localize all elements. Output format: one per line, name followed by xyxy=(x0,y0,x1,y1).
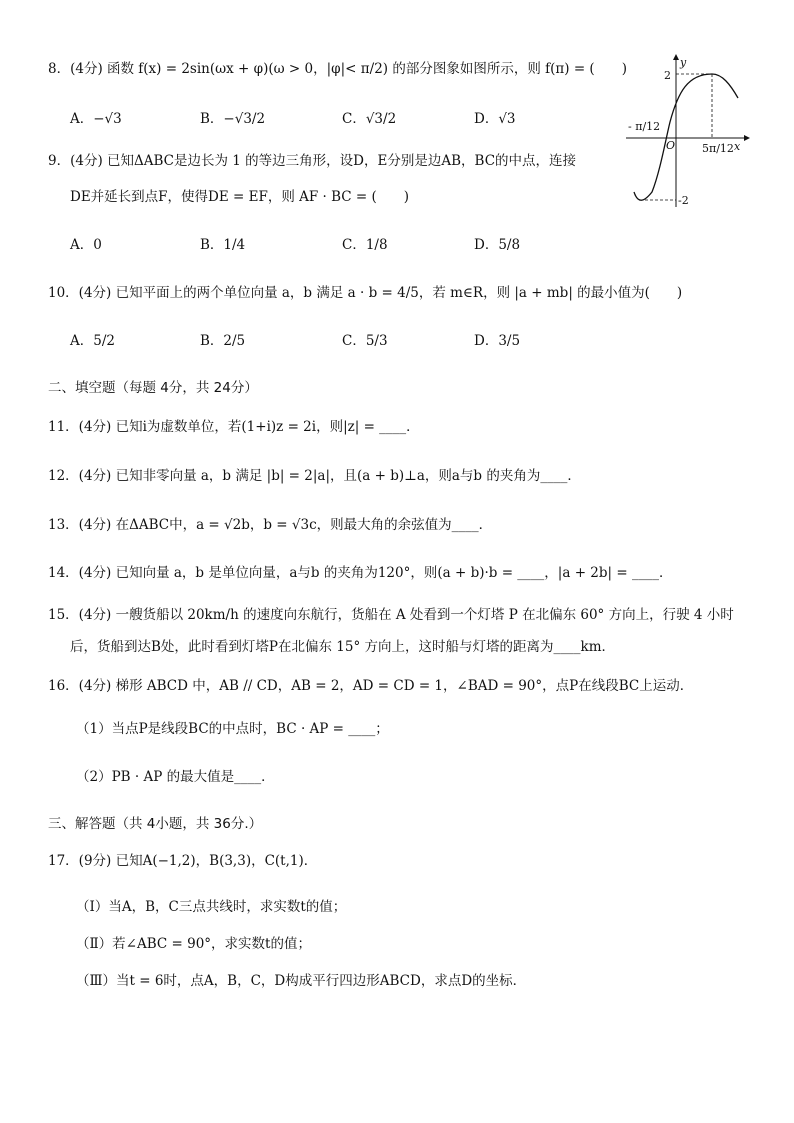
x-axis-label: x xyxy=(734,140,741,153)
q10-option-a: A．5/2 xyxy=(70,333,115,349)
question-16: 16．(4分) 梯形 ABCD 中，AB // CD，AB = 2，AD = CD = 1，∠BAD = 90°，点P在线段BC上运动． xyxy=(48,678,694,694)
question-16-part-1: （1）当点P是线段BC的中点时，BC · AP = ____； xyxy=(76,721,389,737)
q9-option-b: B．1/4 xyxy=(200,237,246,253)
question-11: 11．(4分) 已知i为虚数单位，若(1+i)z = 2i，则|z| = ____． xyxy=(48,419,420,435)
sine-curve xyxy=(634,74,738,200)
question-8-stem: 8．(4分) 函数 f(x) = 2sin(ωx + φ)(ω > 0，|φ|< π/2) 的部分图象如图所示，则 f(π) = ( ) xyxy=(48,61,627,77)
question-10-stem: 10．(4分) 已知平面上的两个单位向量 a，b 满足 a · b = 4/5，若 m∈R，则 |a + mb| 的最小值为( ) xyxy=(48,285,683,301)
question-13: 13．(4分) 在ΔABC中，a = √2b，b = √3c，则最大角的余弦值为____． xyxy=(48,517,493,533)
q10-option-c: C．5/3 xyxy=(342,333,388,349)
x-axis-arrow-icon xyxy=(744,135,750,141)
q9-option-c: C．1/8 xyxy=(342,237,388,253)
q8-option-d: D．√3 xyxy=(474,111,516,127)
q9-option-a: A．0 xyxy=(70,237,102,253)
q8-option-b: B．−√3/2 xyxy=(200,111,266,127)
y-axis-label: y xyxy=(680,56,687,69)
question-17-part-2: （Ⅱ）若∠ABC = 90°，求实数t的值； xyxy=(76,936,311,952)
question-15-line1: 15．(4分) 一艘货船以 20km/h 的速度向东航行，货船在 A 处看到一个灯塔 P 在北偏东 60° 方向上，行驶 4 小时 xyxy=(48,607,734,623)
y-max-label: 2 xyxy=(664,69,671,82)
section-2-heading: 二、填空题（每题 4分，共 24分） xyxy=(48,380,258,396)
y-min-label: -2 xyxy=(678,194,689,207)
q10-option-d: D．3/5 xyxy=(474,333,521,349)
q8-option-a: A．−√3 xyxy=(70,111,122,127)
question-12: 12．(4分) 已知非零向量 a，b 满足 |b| = 2|a|，且(a + b)⊥a，则a与b 的夹角为____． xyxy=(48,468,581,484)
q10-option-b: B．2/5 xyxy=(200,333,246,349)
x-left-tick-label: - π/12 xyxy=(628,120,661,133)
question-17-part-3: （Ⅲ）当t = 6时，点A，B，C，D构成平行四边形ABCD，求点D的坐标． xyxy=(76,973,527,989)
question-9-stem-line2: DE并延长到点F，使得DE = EF，则 AF · BC = ( ) xyxy=(70,189,410,205)
question-9-stem-line1: 9．(4分) 已知ΔABC是边长为 1 的等边三角形，设D，E分别是边AB，BC的中点，连接 xyxy=(48,153,577,169)
question-16-part-2: （2）PB · AP 的最大值是____． xyxy=(76,769,275,785)
y-axis-arrow-icon xyxy=(673,54,679,60)
x-right-tick-label: 5π/12 xyxy=(702,142,734,155)
origin-label: O xyxy=(666,139,676,152)
section-3-heading: 三、解答题（共 4小题，共 36分.） xyxy=(48,816,263,832)
question-14: 14．(4分) 已知向量 a，b 是单位向量，a与b 的夹角为120°，则(a + b)·b = ____，|a + 2b| = ____． xyxy=(48,565,673,581)
question-17-part-1: （Ⅰ）当A，B，C三点共线时，求实数t的值； xyxy=(76,899,347,915)
question-15-line2: 后，货船到达B处，此时看到灯塔P在北偏东 15° 方向上，这时船与灯塔的距离为____km． xyxy=(70,639,615,655)
q9-option-d: D．5/8 xyxy=(474,237,521,253)
question-17: 17．(9分) 已知A(−1,2)，B(3,3)，C(t,1)． xyxy=(48,853,318,869)
q8-sine-graph xyxy=(626,52,750,212)
q8-option-c: C．√3/2 xyxy=(342,111,397,127)
